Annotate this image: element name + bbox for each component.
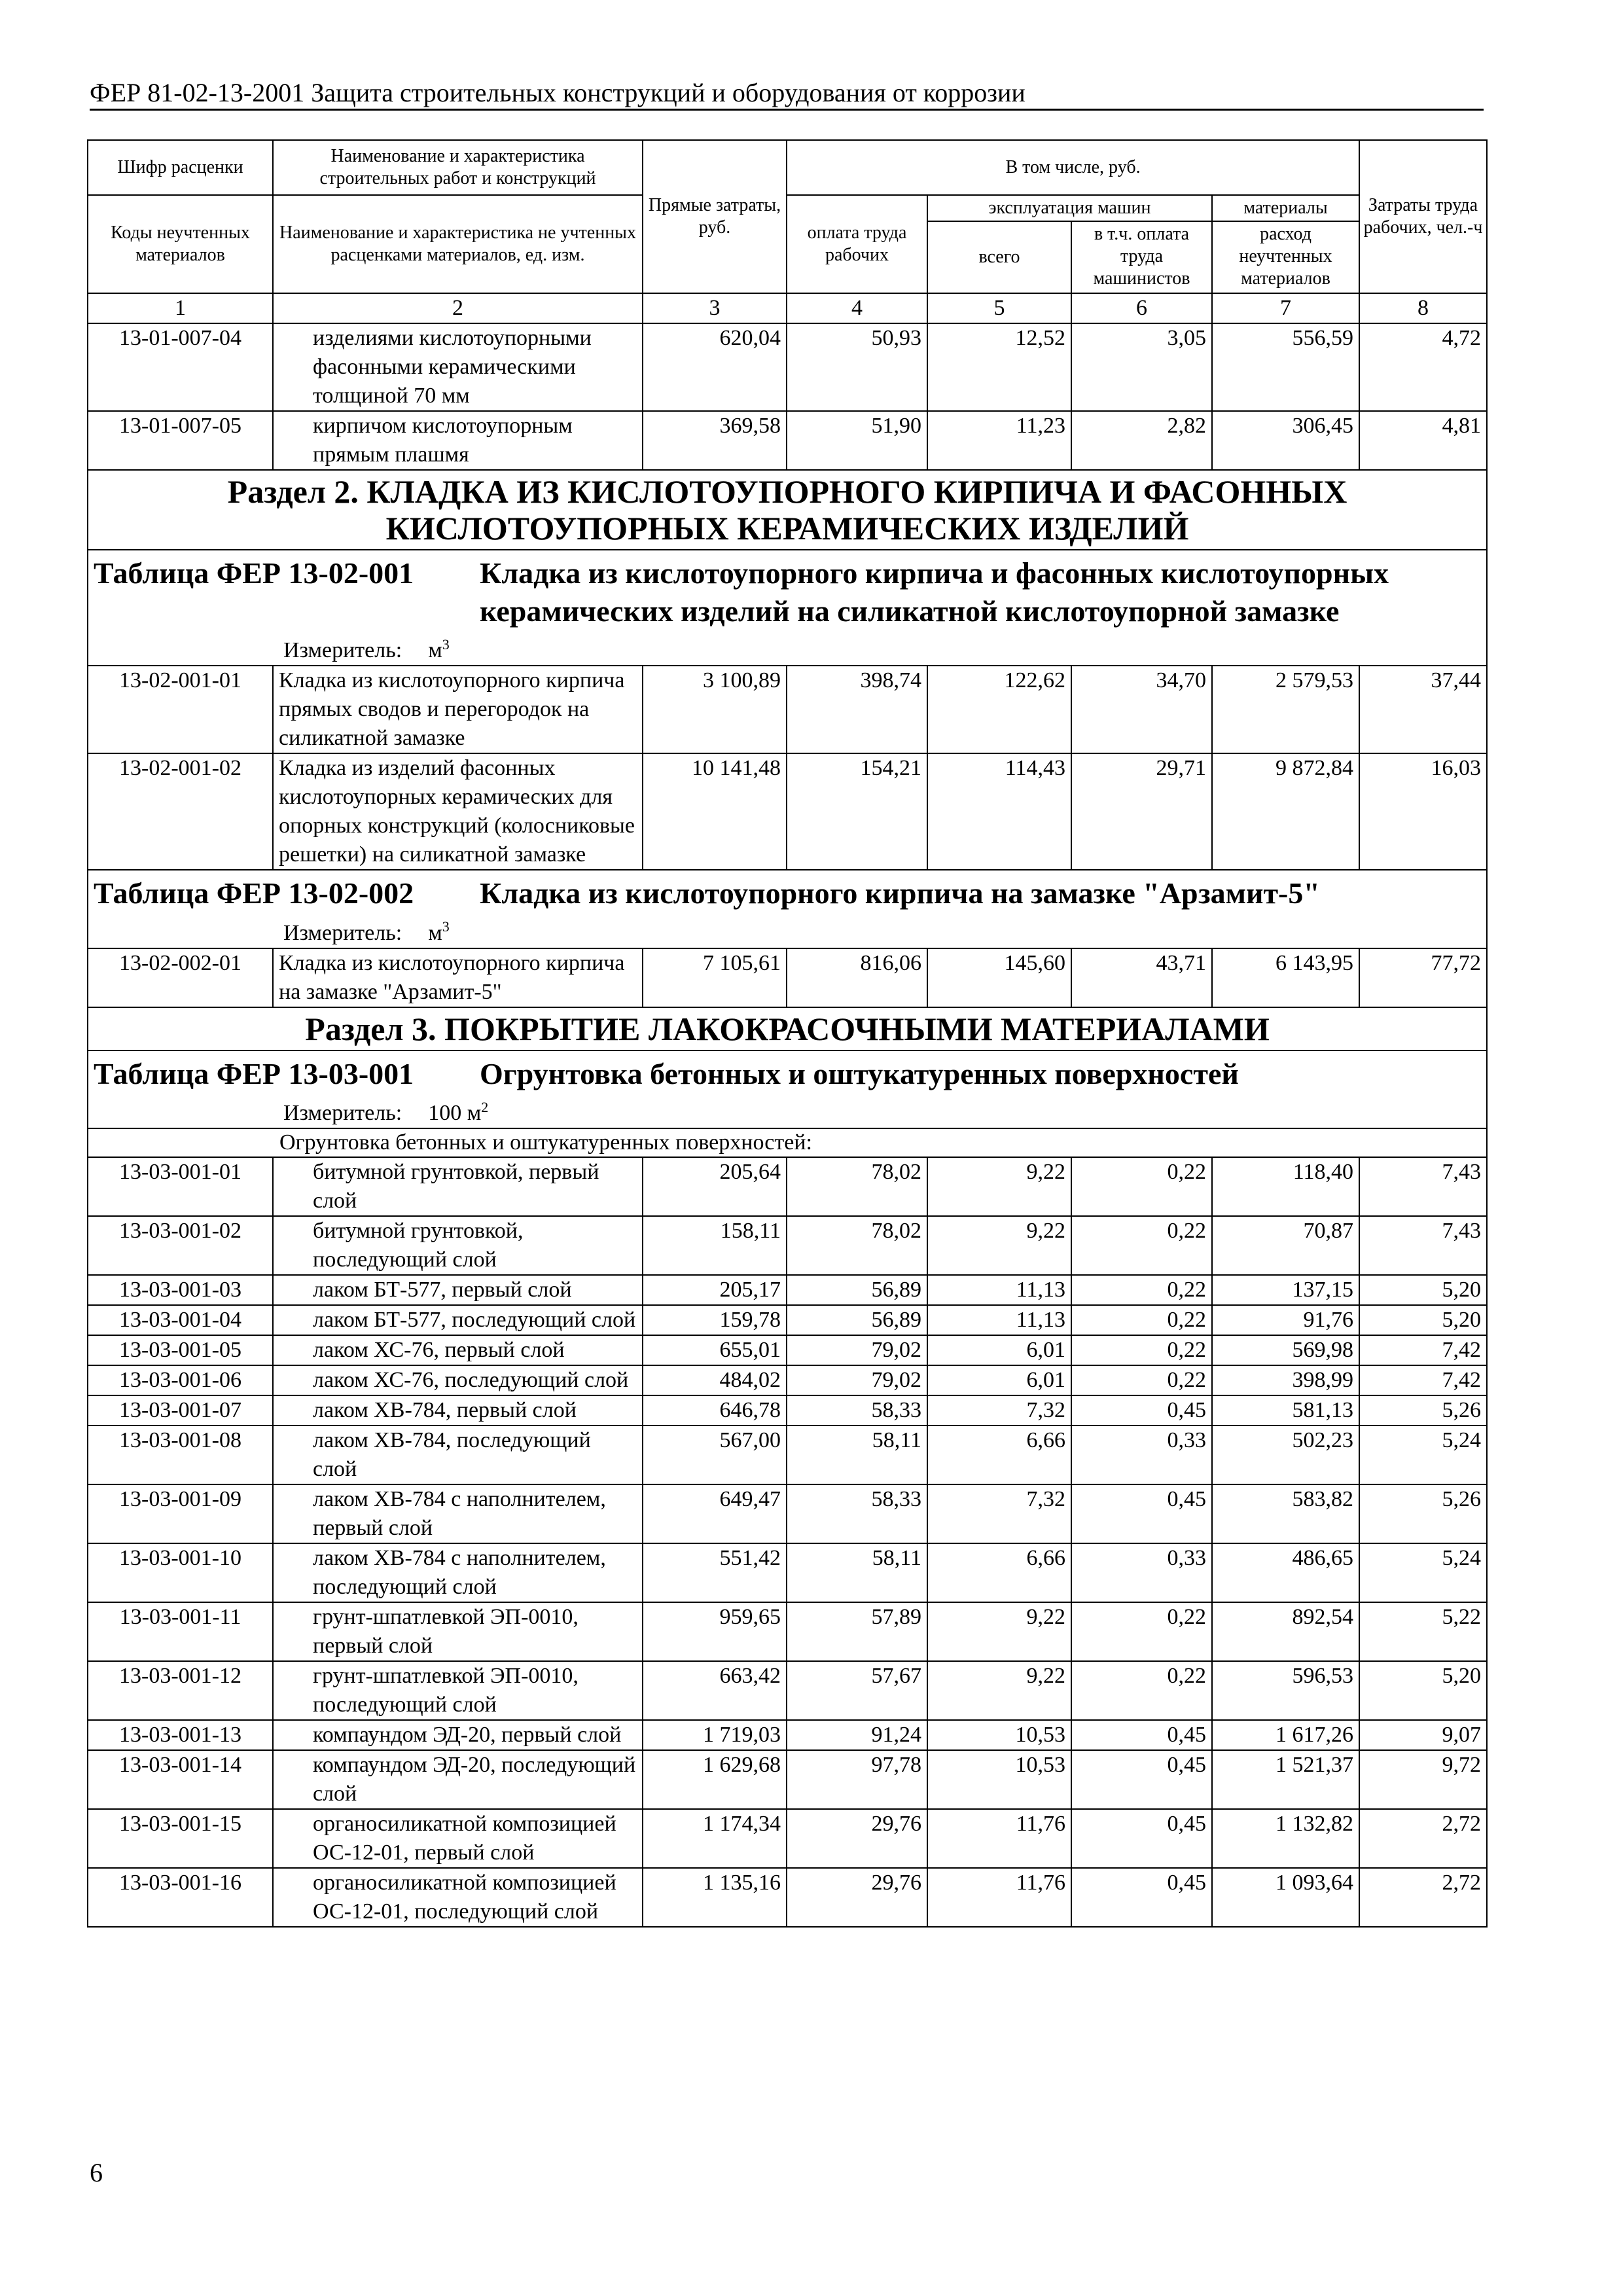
- machinists-pay: 0,45: [1071, 1720, 1212, 1750]
- labor-hours: 5,20: [1359, 1275, 1487, 1305]
- direct-costs: 1 135,16: [643, 1868, 787, 1927]
- table-row: [88, 1661, 1487, 1720]
- machines-total: 6,66: [927, 1426, 1071, 1484]
- labor-hours: 5,22: [1359, 1602, 1487, 1661]
- machines-total: 11,76: [927, 1809, 1071, 1868]
- table-heading: [88, 870, 1487, 912]
- rate-name: компаундом ЭД-20, первый слой: [273, 1720, 643, 1750]
- machines-total: 9,22: [927, 1216, 1071, 1275]
- machines-total: 145,60: [927, 948, 1071, 1007]
- measure-cell: [88, 630, 1487, 666]
- rate-code: 13-03-001-14: [88, 1750, 273, 1809]
- header-row-1: [88, 140, 1487, 195]
- machines-total: 122,62: [927, 666, 1071, 753]
- materials: 583,82: [1212, 1484, 1359, 1543]
- table-13-03-001-heading: [88, 1050, 1487, 1093]
- rate-name: лаком ХВ-784 с наполнителем, последующий слой: [273, 1543, 643, 1602]
- rate-name: лаком ХС-76, последующий слой: [273, 1365, 643, 1395]
- labor-pay: 58,33: [787, 1484, 927, 1543]
- measure-unit: 100 м: [428, 1100, 482, 1125]
- direct-costs: 159,78: [643, 1305, 787, 1335]
- table-row: [88, 1216, 1487, 1275]
- rate-name: лаком ХВ-784 с наполнителем, первый слой: [273, 1484, 643, 1543]
- rate-code: 13-03-001-12: [88, 1661, 273, 1720]
- table-13-02-001-heading: [88, 550, 1487, 630]
- rates-table: [87, 139, 1488, 1928]
- column-number: 4: [787, 293, 927, 323]
- machinists-pay: 0,22: [1071, 1661, 1212, 1720]
- rate-code: 13-03-001-13: [88, 1720, 273, 1750]
- header-codes-unaccounted: Коды неучтенных материалов: [88, 195, 273, 293]
- materials: 892,54: [1212, 1602, 1359, 1661]
- direct-costs: 1 174,34: [643, 1809, 787, 1868]
- column-number: 6: [1071, 293, 1212, 323]
- table-heading: [88, 1050, 1487, 1093]
- column-number: 1: [88, 293, 273, 323]
- table-row: [88, 1720, 1487, 1750]
- header-materials-unaccounted: расход неучтенных материалов: [1212, 221, 1359, 293]
- labor-hours: 7,43: [1359, 1157, 1487, 1216]
- measure-row: [88, 630, 1487, 666]
- rate-code: 13-03-001-06: [88, 1365, 273, 1395]
- machines-total: 6,66: [927, 1543, 1071, 1602]
- materials: 1 132,82: [1212, 1809, 1359, 1868]
- labor-pay: 29,76: [787, 1868, 927, 1927]
- table-row: [88, 948, 1487, 1007]
- labor-pay: 29,76: [787, 1809, 927, 1868]
- rate-code: 13-03-001-03: [88, 1275, 273, 1305]
- direct-costs: 158,11: [643, 1216, 787, 1275]
- machinists-pay: 0,33: [1071, 1543, 1212, 1602]
- section-3-row: [88, 1007, 1487, 1050]
- materials: 9 872,84: [1212, 753, 1359, 870]
- labor-pay: 50,93: [787, 323, 927, 411]
- materials: 569,98: [1212, 1335, 1359, 1365]
- machinists-pay: 0,22: [1071, 1275, 1212, 1305]
- labor-hours: 2,72: [1359, 1868, 1487, 1927]
- machines-total: 6,01: [927, 1365, 1071, 1395]
- direct-costs: 3 100,89: [643, 666, 787, 753]
- direct-costs: 567,00: [643, 1426, 787, 1484]
- measure-exponent: 2: [481, 1098, 489, 1115]
- labor-pay: 56,89: [787, 1305, 927, 1335]
- rate-code: 13-03-001-10: [88, 1543, 273, 1602]
- rate-name: органосиликатной композицией ОС-12-01, последующий слой: [273, 1868, 643, 1927]
- machinists-pay: 34,70: [1071, 666, 1212, 753]
- machines-total: 11,23: [927, 411, 1071, 470]
- table-heading: [88, 550, 1487, 630]
- measure-exponent: 3: [442, 918, 450, 935]
- column-number: 5: [927, 293, 1071, 323]
- header-name: Наименование и характеристика строительных работ и конструкций: [273, 140, 643, 195]
- header-machines-labor: в т.ч. оплата труда машинистов: [1071, 221, 1212, 293]
- materials: 70,87: [1212, 1216, 1359, 1275]
- table-row: [88, 1157, 1487, 1216]
- table-row: [88, 1395, 1487, 1426]
- rate-code: 13-01-007-05: [88, 411, 273, 470]
- labor-hours: 5,24: [1359, 1543, 1487, 1602]
- labor-pay: 78,02: [787, 1157, 927, 1216]
- machinists-pay: 2,82: [1071, 411, 1212, 470]
- direct-costs: 655,01: [643, 1335, 787, 1365]
- table-row: [88, 1750, 1487, 1809]
- measure-unit: м: [428, 638, 442, 663]
- section-2-row: [88, 470, 1487, 550]
- materials: 556,59: [1212, 323, 1359, 411]
- machines-total: 10,53: [927, 1720, 1071, 1750]
- rate-name: кирпичом кислотоупорным прямым плашмя: [273, 411, 643, 470]
- header-including: В том числе, руб.: [787, 140, 1359, 195]
- machines-total: 11,13: [927, 1305, 1071, 1335]
- labor-hours: 5,26: [1359, 1484, 1487, 1543]
- page-number: 6: [90, 2158, 103, 2187]
- materials: 306,45: [1212, 411, 1359, 470]
- machines-total: 114,43: [927, 753, 1071, 870]
- labor-hours: 2,72: [1359, 1809, 1487, 1868]
- machines-total: 11,13: [927, 1275, 1071, 1305]
- rate-name: лаком ХВ-784, первый слой: [273, 1395, 643, 1426]
- table-row: [88, 1602, 1487, 1661]
- labor-pay: 57,89: [787, 1602, 927, 1661]
- rate-code: 13-02-002-01: [88, 948, 273, 1007]
- rate-name: лаком ХВ-784, последующий слой: [273, 1426, 643, 1484]
- rate-name: лаком ХС-76, первый слой: [273, 1335, 643, 1365]
- machines-total: 9,22: [927, 1661, 1071, 1720]
- direct-costs: 205,17: [643, 1275, 787, 1305]
- intro-row: [88, 1128, 1487, 1157]
- labor-pay: 58,33: [787, 1395, 927, 1426]
- direct-costs: 959,65: [643, 1602, 787, 1661]
- rate-code: 13-03-001-09: [88, 1484, 273, 1543]
- labor-hours: 5,20: [1359, 1661, 1487, 1720]
- section-title: Раздел 2. КЛАДКА ИЗ КИСЛОТОУПОРНОГО КИРПИЧА И ФАСОННЫХ КИСЛОТОУПОРНЫХ КЕРАМИЧЕСКИХ ИЗДЕЛИЙ: [88, 470, 1487, 550]
- machinists-pay: 0,22: [1071, 1365, 1212, 1395]
- machinists-pay: 29,71: [1071, 753, 1212, 870]
- materials: 486,65: [1212, 1543, 1359, 1602]
- labor-pay: 58,11: [787, 1543, 927, 1602]
- materials: 1 093,64: [1212, 1868, 1359, 1927]
- materials: 91,76: [1212, 1305, 1359, 1335]
- direct-costs: 10 141,48: [643, 753, 787, 870]
- materials: 596,53: [1212, 1661, 1359, 1720]
- measure-label: Измеритель:: [283, 920, 402, 945]
- materials: 581,13: [1212, 1395, 1359, 1426]
- machines-total: 12,52: [927, 323, 1071, 411]
- rate-code: 13-03-001-01: [88, 1157, 273, 1216]
- direct-costs: 551,42: [643, 1543, 787, 1602]
- rate-name: Кладка из изделий фасонных кислотоупорных керамических для опорных конструкций (колосниковые решетки) на силикатной замазке: [273, 753, 643, 870]
- table-row: [88, 411, 1487, 470]
- labor-hours: 77,72: [1359, 948, 1487, 1007]
- table-row: [88, 1543, 1487, 1602]
- table-13-02-002-heading: [88, 870, 1487, 912]
- materials: 118,40: [1212, 1157, 1359, 1216]
- column-number: 3: [643, 293, 787, 323]
- labor-hours: 7,43: [1359, 1216, 1487, 1275]
- labor-hours: 37,44: [1359, 666, 1487, 753]
- header-labor-pay: оплата труда рабочих: [787, 195, 927, 293]
- measure-cell: [88, 912, 1487, 948]
- document-header: ФЕР 81-02-13-2001 Защита строительных конструкций и оборудования от коррозии: [90, 78, 1026, 107]
- materials: 1 521,37: [1212, 1750, 1359, 1809]
- machinists-pay: 0,22: [1071, 1602, 1212, 1661]
- rate-code: 13-03-001-02: [88, 1216, 273, 1275]
- rate-name: грунт-шпатлевкой ЭП-0010, первый слой: [273, 1602, 643, 1661]
- header-labor-costs: Затраты труда рабочих, чел.-ч: [1359, 140, 1487, 293]
- direct-costs: 663,42: [643, 1661, 787, 1720]
- machinists-pay: 0,45: [1071, 1750, 1212, 1809]
- labor-pay: 79,02: [787, 1365, 927, 1395]
- machinists-pay: 43,71: [1071, 948, 1212, 1007]
- rate-code: 13-03-001-07: [88, 1395, 273, 1426]
- table-label: Таблица ФЕР 13-02-001: [94, 556, 414, 590]
- machinists-pay: 0,22: [1071, 1305, 1212, 1335]
- section-title: Раздел 3. ПОКРЫТИЕ ЛАКОКРАСОЧНЫМИ МАТЕРИАЛАМИ: [88, 1007, 1487, 1050]
- rate-code: 13-03-001-08: [88, 1426, 273, 1484]
- direct-costs: 646,78: [643, 1395, 787, 1426]
- machinists-pay: 0,45: [1071, 1868, 1212, 1927]
- table-title: Огрунтовка бетонных и оштукатуренных поверхностей: [480, 1056, 1239, 1090]
- direct-costs: 369,58: [643, 411, 787, 470]
- intro-text: Огрунтовка бетонных и оштукатуренных поверхностей:: [88, 1128, 1487, 1157]
- measure-unit: м: [428, 920, 442, 945]
- labor-pay: 816,06: [787, 948, 927, 1007]
- header-machines: эксплуатация машин: [927, 195, 1212, 221]
- labor-pay: 79,02: [787, 1335, 927, 1365]
- materials: 2 579,53: [1212, 666, 1359, 753]
- machinists-pay: 0,22: [1071, 1157, 1212, 1216]
- materials: 1 617,26: [1212, 1720, 1359, 1750]
- table-row: [88, 1305, 1487, 1335]
- rate-name: лаком БТ-577, последующий слой: [273, 1305, 643, 1335]
- header-name-unaccounted: Наименование и характеристика не учтенных расценками материалов, ед. изм.: [273, 195, 643, 293]
- header-direct-costs: Прямые затраты, руб.: [643, 140, 787, 293]
- machinists-pay: 3,05: [1071, 323, 1212, 411]
- direct-costs: 484,02: [643, 1365, 787, 1395]
- column-number: 7: [1212, 293, 1359, 323]
- table-row: [88, 1809, 1487, 1868]
- rate-name: органосиликатной композицией ОС-12-01, первый слой: [273, 1809, 643, 1868]
- labor-hours: 7,42: [1359, 1335, 1487, 1365]
- header-materials: материалы: [1212, 195, 1359, 221]
- machinists-pay: 0,45: [1071, 1484, 1212, 1543]
- labor-pay: 91,24: [787, 1720, 927, 1750]
- rate-name: битумной грунтовкой, первый слой: [273, 1157, 643, 1216]
- rate-code: 13-03-001-15: [88, 1809, 273, 1868]
- rate-code: 13-01-007-04: [88, 323, 273, 411]
- labor-pay: 154,21: [787, 753, 927, 870]
- machines-total: 7,32: [927, 1484, 1071, 1543]
- direct-costs: 7 105,61: [643, 948, 787, 1007]
- header-code: Шифр расценки: [88, 140, 273, 195]
- measure-row: [88, 912, 1487, 948]
- header-machines-total: всего: [927, 221, 1071, 293]
- materials: 6 143,95: [1212, 948, 1359, 1007]
- measure-cell: [88, 1093, 1487, 1128]
- rate-name: Кладка из кислотоупорного кирпича прямых сводов и перегородок на силикатной замазке: [273, 666, 643, 753]
- labor-hours: 9,07: [1359, 1720, 1487, 1750]
- labor-hours: 5,26: [1359, 1395, 1487, 1426]
- rate-code: 13-03-001-04: [88, 1305, 273, 1335]
- direct-costs: 1 719,03: [643, 1720, 787, 1750]
- machinists-pay: 0,22: [1071, 1216, 1212, 1275]
- rate-code: 13-03-001-11: [88, 1602, 273, 1661]
- table-row: [88, 666, 1487, 753]
- table-row: [88, 1365, 1487, 1395]
- machinists-pay: 0,22: [1071, 1335, 1212, 1365]
- machinists-pay: 0,33: [1071, 1426, 1212, 1484]
- labor-hours: 5,24: [1359, 1426, 1487, 1484]
- column-number: 2: [273, 293, 643, 323]
- rates-table-body: [88, 140, 1487, 1927]
- rate-name: битумной грунтовкой, последующий слой: [273, 1216, 643, 1275]
- rate-code: 13-03-001-05: [88, 1335, 273, 1365]
- labor-hours: 4,81: [1359, 411, 1487, 470]
- machines-total: 11,76: [927, 1868, 1071, 1927]
- rate-name: Кладка из кислотоупорного кирпича на замазке "Арзамит-5": [273, 948, 643, 1007]
- table-row: [88, 1868, 1487, 1927]
- labor-hours: 5,20: [1359, 1305, 1487, 1335]
- machines-total: 6,01: [927, 1335, 1071, 1365]
- rate-name: компаундом ЭД-20, последующий слой: [273, 1750, 643, 1809]
- rate-code: 13-03-001-16: [88, 1868, 273, 1927]
- rate-code: 13-02-001-01: [88, 666, 273, 753]
- labor-hours: 7,42: [1359, 1365, 1487, 1395]
- machinists-pay: 0,45: [1071, 1395, 1212, 1426]
- labor-pay: 97,78: [787, 1750, 927, 1809]
- direct-costs: 649,47: [643, 1484, 787, 1543]
- direct-costs: 1 629,68: [643, 1750, 787, 1809]
- labor-pay: 58,11: [787, 1426, 927, 1484]
- machines-total: 9,22: [927, 1157, 1071, 1216]
- table-row: [88, 1426, 1487, 1484]
- direct-costs: 620,04: [643, 323, 787, 411]
- measure-exponent: 3: [442, 636, 450, 653]
- direct-costs: 205,64: [643, 1157, 787, 1216]
- measure-row: [88, 1093, 1487, 1128]
- measure-label: Измеритель:: [283, 1100, 402, 1125]
- labor-pay: 78,02: [787, 1216, 927, 1275]
- table-label: Таблица ФЕР 13-02-002: [94, 876, 414, 910]
- table-row: [88, 753, 1487, 870]
- labor-pay: 398,74: [787, 666, 927, 753]
- labor-hours: 4,72: [1359, 323, 1487, 411]
- machinists-pay: 0,45: [1071, 1809, 1212, 1868]
- header-row-2: [88, 195, 1487, 221]
- machines-total: 10,53: [927, 1750, 1071, 1809]
- column-numbers-row: [88, 293, 1487, 323]
- table-title: Кладка из кислотоупорного кирпича и фасонных кислотоупорных керамических изделий на силикатной кислотоупорной замазке: [480, 556, 1389, 628]
- rate-name: грунт-шпатлевкой ЭП-0010, последующий слой: [273, 1661, 643, 1720]
- machines-total: 7,32: [927, 1395, 1071, 1426]
- table-row: [88, 1335, 1487, 1365]
- table-label: Таблица ФЕР 13-03-001: [94, 1056, 414, 1090]
- table-row: [88, 1484, 1487, 1543]
- materials: 137,15: [1212, 1275, 1359, 1305]
- rate-name: изделиями кислотоупорными фасонными керамическими толщиной 70 мм: [273, 323, 643, 411]
- table-row: [88, 1275, 1487, 1305]
- table-title: Кладка из кислотоупорного кирпича на замазке "Арзамит-5": [480, 876, 1320, 910]
- table-row: [88, 323, 1487, 411]
- measure-label: Измеритель:: [283, 638, 402, 663]
- header-rule: [90, 109, 1484, 111]
- materials: 502,23: [1212, 1426, 1359, 1484]
- labor-pay: 51,90: [787, 411, 927, 470]
- labor-hours: 9,72: [1359, 1750, 1487, 1809]
- column-number: 8: [1359, 293, 1487, 323]
- rate-code: 13-02-001-02: [88, 753, 273, 870]
- machines-total: 9,22: [927, 1602, 1071, 1661]
- materials: 398,99: [1212, 1365, 1359, 1395]
- labor-pay: 56,89: [787, 1275, 927, 1305]
- labor-hours: 16,03: [1359, 753, 1487, 870]
- rate-name: лаком БТ-577, первый слой: [273, 1275, 643, 1305]
- labor-pay: 57,67: [787, 1661, 927, 1720]
